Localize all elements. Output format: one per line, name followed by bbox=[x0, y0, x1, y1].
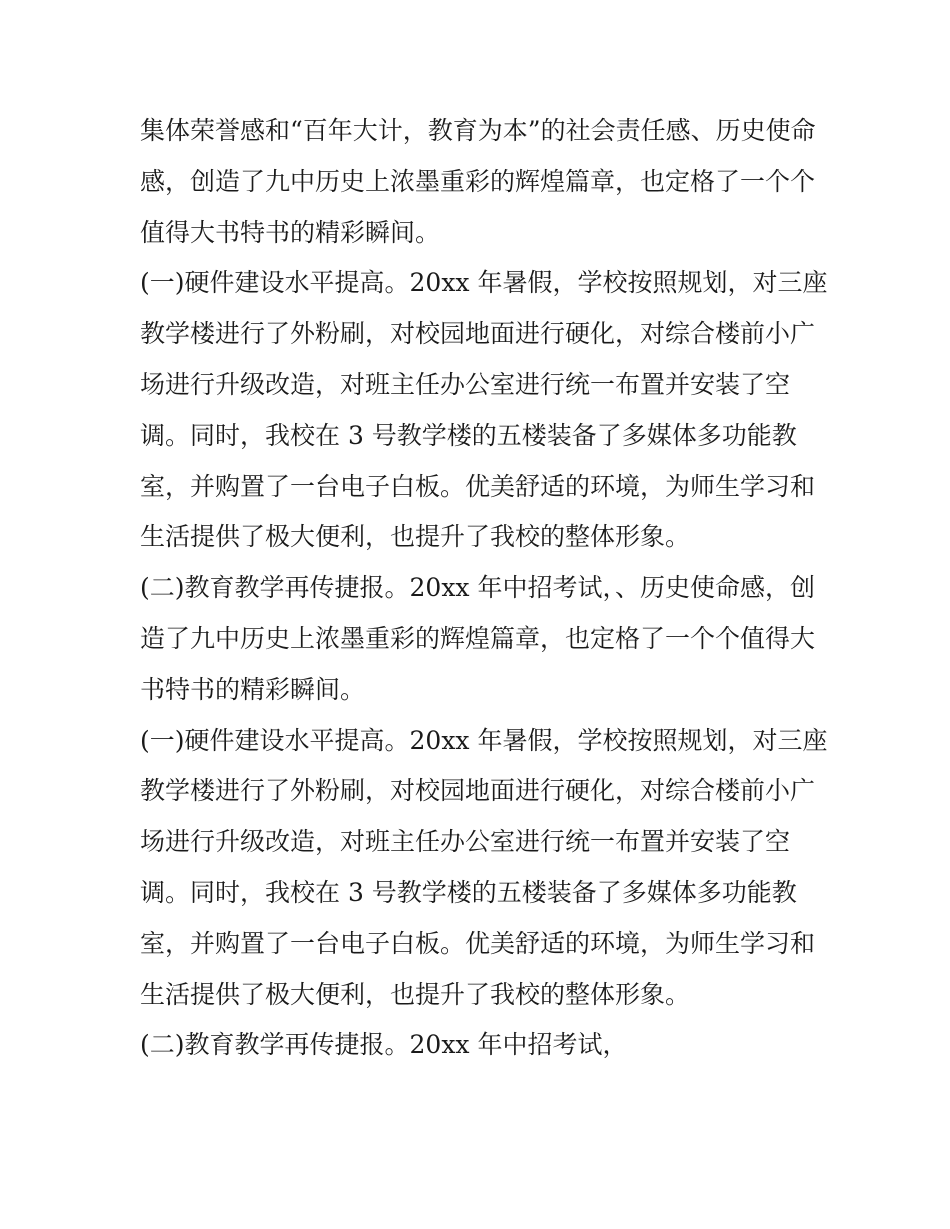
text-line: (二)教育教学再传捷报。20xx 年中招考试， bbox=[140, 1030, 628, 1060]
text-line: 室，并购置了一台电子白板。优美舒适的环境，为师生学习和 bbox=[140, 928, 816, 958]
text-line: 教学楼进行了外粉刷，对校园地面进行硬化，对综合楼前小广 bbox=[140, 319, 816, 349]
text-line: 值得大书特书的精彩瞬间。 bbox=[140, 217, 441, 247]
text-line: 生活提供了极大便利，也提升了我校的整体形象。 bbox=[140, 979, 691, 1009]
text-line: 场进行升级改造，对班主任办公室进行统一布置并安装了空 bbox=[140, 369, 791, 399]
text-line: (二)教育教学再传捷报。20xx 年中招考试，、历史使命感，创 bbox=[140, 573, 815, 603]
text-line: (一)硬件建设水平提高。20xx 年暑假，学校按照规划，对三座 bbox=[140, 268, 828, 298]
text-line: 集体荣誉感和“百年大计，教育为本”的社会责任感、历史使命 bbox=[140, 116, 816, 145]
text-line: 教学楼进行了外粉刷，对校园地面进行硬化，对综合楼前小广 bbox=[140, 776, 816, 806]
text-line: 造了九中历史上浓墨重彩的辉煌篇章，也定格了一个个值得大 bbox=[140, 623, 816, 653]
text-line: 生活提供了极大便利，也提升了我校的整体形象。 bbox=[140, 522, 691, 552]
text-line: 书特书的精彩瞬间。 bbox=[140, 674, 366, 704]
body-text bbox=[140, 106, 828, 1071]
text-line: 调。同时，我校在 3 号教学楼的五楼装备了多媒体多功能教 bbox=[140, 877, 797, 907]
text-line: 室，并购置了一台电子白板。优美舒适的环境，为师生学习和 bbox=[140, 471, 816, 501]
text-line: 调。同时，我校在 3 号教学楼的五楼装备了多媒体多功能教 bbox=[140, 420, 797, 450]
text-line: 感，创造了九中历史上浓墨重彩的辉煌篇章，也定格了一个个 bbox=[140, 166, 816, 196]
text-line: 场进行升级改造，对班主任办公室进行统一布置并安装了空 bbox=[140, 827, 791, 857]
text-line: (一)硬件建设水平提高。20xx 年暑假，学校按照规划，对三座 bbox=[140, 725, 828, 755]
